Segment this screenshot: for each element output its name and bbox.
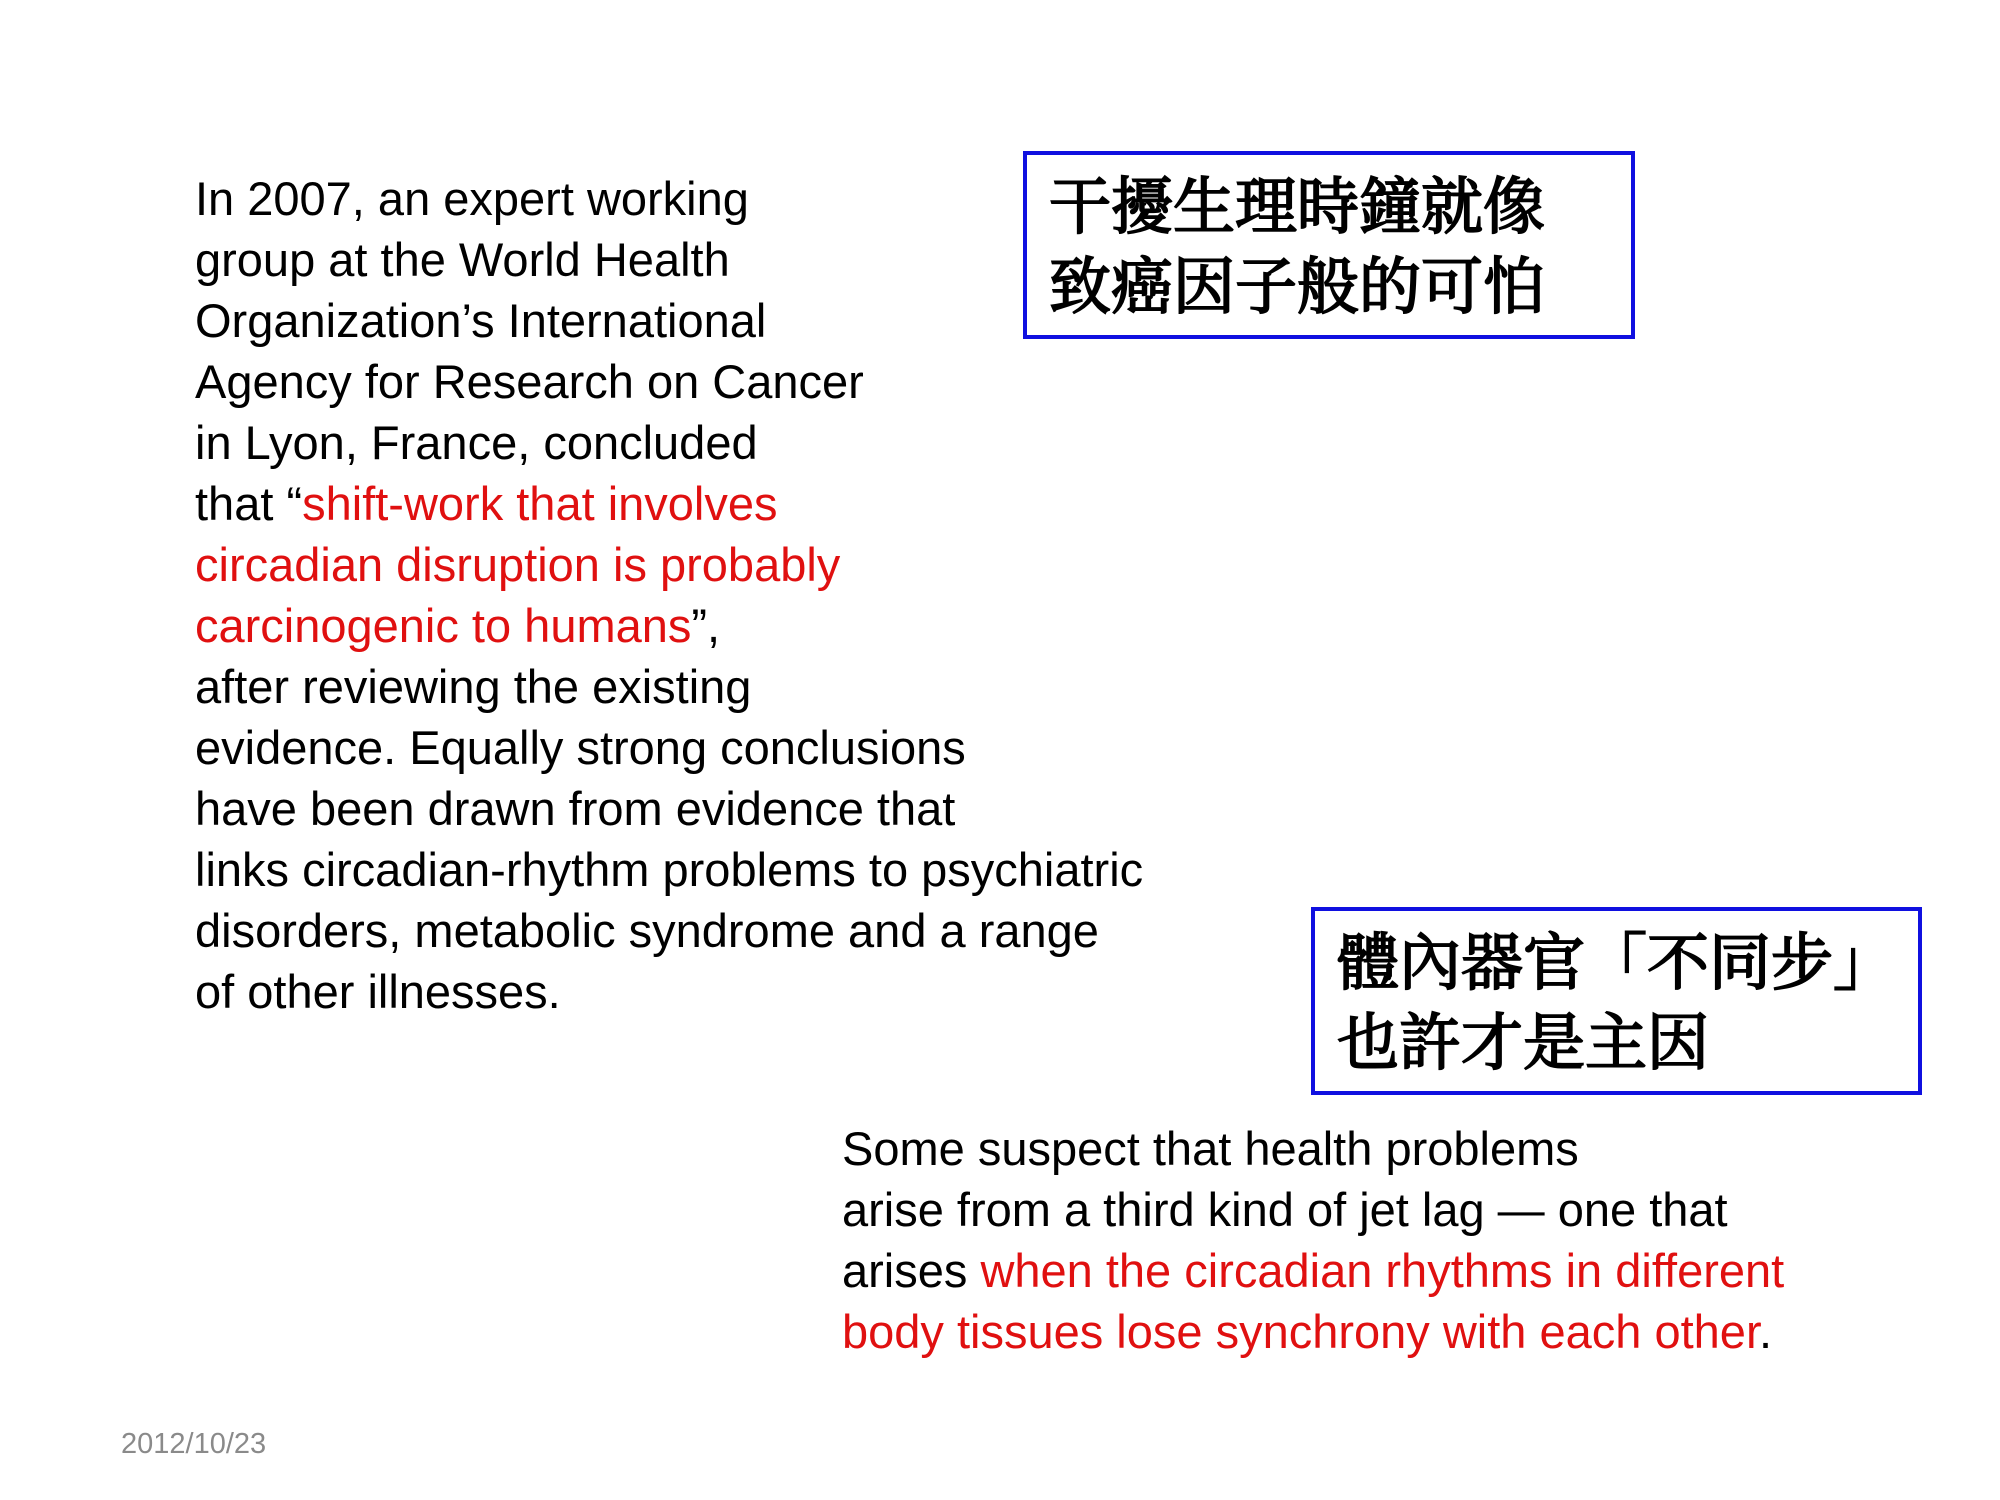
paragraph-line bbox=[195, 473, 1143, 534]
paragraph-line: group at the World Health bbox=[195, 233, 730, 286]
highlighted-quote: shift-work that involves bbox=[302, 477, 778, 530]
plain-text: that “ bbox=[195, 477, 303, 530]
chinese-callout-box-sync bbox=[1311, 907, 1922, 1095]
callout-line: 干擾生理時鐘就像 bbox=[1049, 170, 1546, 243]
callout-line: 體內器官「不同步」 bbox=[1337, 926, 1896, 999]
paragraph-line: Some suspect that health problems bbox=[842, 1122, 1579, 1175]
paragraph-line: In 2007, an expert working bbox=[195, 172, 749, 225]
jet-lag-paragraph bbox=[842, 1118, 1784, 1362]
callout-line: 也許才是主因 bbox=[1337, 1006, 1710, 1079]
paragraph-line: links circadian-rhythm problems to psychiatric bbox=[195, 843, 1144, 896]
plain-text: ”, bbox=[691, 599, 721, 652]
paragraph-line: evidence. Equally strong conclusions bbox=[195, 721, 966, 774]
paragraph-line: disorders, metabolic syndrome and a range bbox=[195, 904, 1099, 957]
plain-text: . bbox=[1759, 1305, 1773, 1358]
paragraph-line bbox=[195, 595, 1143, 656]
highlighted-quote: carcinogenic to humans bbox=[195, 599, 692, 652]
chinese-callout-box-clock bbox=[1023, 151, 1635, 339]
highlighted-quote: circadian disruption is probably bbox=[195, 538, 841, 591]
paragraph-line bbox=[842, 1240, 1784, 1301]
highlighted-text: when the circadian rhythms in different bbox=[980, 1244, 1785, 1297]
paragraph-line: after reviewing the existing bbox=[195, 660, 752, 713]
paragraph-line: in Lyon, France, concluded bbox=[195, 416, 758, 469]
paragraph-line: arise from a third kind of jet lag — one that bbox=[842, 1183, 1728, 1236]
highlighted-text: body tissues lose synchrony with each other bbox=[842, 1305, 1760, 1358]
paragraph-line: of other illnesses. bbox=[195, 965, 561, 1018]
iarc-conclusion-paragraph bbox=[195, 168, 1143, 1022]
paragraph-line: have been drawn from evidence that bbox=[195, 782, 956, 835]
paragraph-line: Agency for Research on Cancer bbox=[195, 355, 864, 408]
callout-line: 致癌因子般的可怕 bbox=[1049, 250, 1546, 323]
paragraph-line bbox=[842, 1301, 1784, 1362]
paragraph-line: Organization’s International bbox=[195, 294, 767, 347]
plain-text: arises bbox=[842, 1244, 981, 1297]
slide-date: 2012/10/23 bbox=[121, 1428, 267, 1460]
